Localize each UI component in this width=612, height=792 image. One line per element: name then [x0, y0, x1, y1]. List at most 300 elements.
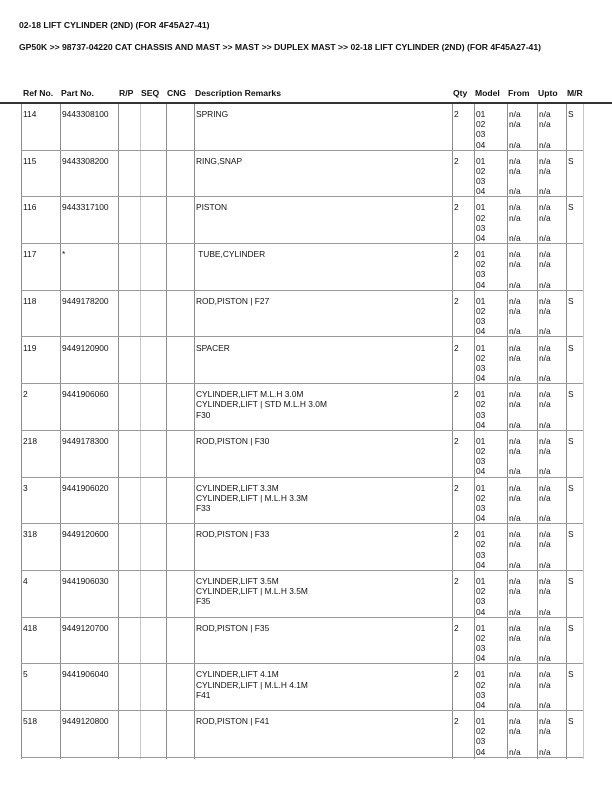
model-value: 03 — [476, 502, 486, 513]
part-no-cell: 9449178300 — [62, 435, 109, 446]
upto-value: n/a — [539, 259, 551, 270]
from-value: n/a — [509, 513, 521, 524]
description-cell — [196, 389, 327, 420]
upto-cell — [539, 436, 551, 477]
from-value — [509, 410, 521, 420]
part-no-cell: 9441906030 — [62, 576, 109, 586]
upto-value — [539, 690, 551, 700]
table-row[interactable] — [0, 104, 612, 151]
model-value: 02 — [476, 726, 486, 737]
description-line: CYLINDER,LIFT M.L.H 3.0M — [196, 389, 304, 400]
part-no-cell: 9443308200 — [62, 155, 109, 166]
model-value: 04 — [476, 699, 486, 710]
description-line: TUBE,CYLINDER — [196, 249, 266, 260]
from-cell — [509, 109, 521, 150]
from-value: n/a — [509, 446, 521, 457]
part-no-cell: 9449120800 — [62, 716, 109, 727]
upto-value: n/a — [539, 165, 551, 176]
table-row[interactable] — [0, 197, 612, 244]
from-value: n/a — [509, 632, 521, 643]
model-cell — [476, 483, 485, 524]
upto-cell — [539, 623, 551, 664]
model-value: 03 — [476, 222, 486, 233]
description-line: F41 — [196, 689, 211, 700]
description-cell — [196, 483, 308, 514]
upto-cell — [539, 716, 551, 757]
from-cell — [509, 483, 521, 524]
model-value: 03 — [476, 409, 486, 420]
table-row[interactable] — [0, 524, 612, 571]
from-value — [509, 736, 521, 746]
from-value: n/a — [509, 139, 521, 150]
from-value: n/a — [509, 165, 521, 176]
model-value: 02 — [476, 399, 486, 410]
upto-value: n/a — [539, 326, 551, 337]
description-line: SPRING — [196, 109, 229, 119]
model-value: 02 — [476, 352, 486, 363]
qty-cell: 2 — [454, 342, 459, 353]
table-row[interactable] — [0, 384, 612, 431]
mr-cell: S — [568, 295, 574, 306]
qty-cell: 2 — [454, 389, 459, 400]
column-header-rp: R/P — [119, 88, 134, 98]
model-value: 03 — [476, 129, 486, 140]
from-cell — [509, 436, 521, 477]
ref-no-cell: 119 — [23, 342, 37, 353]
from-value: n/a — [509, 155, 521, 166]
upto-value: n/a — [539, 653, 551, 664]
upto-value — [539, 316, 551, 326]
description-line: F35 — [196, 596, 211, 607]
ref-no-cell: 418 — [23, 622, 37, 633]
from-value: n/a — [509, 622, 521, 633]
from-value: n/a — [509, 119, 521, 130]
description-cell — [196, 249, 265, 259]
ref-no-cell: 4 — [23, 576, 28, 586]
part-no-cell: 9441906040 — [62, 669, 109, 680]
qty-cell: 2 — [454, 482, 459, 493]
model-value: 04 — [476, 326, 486, 337]
model-value: 03 — [476, 596, 486, 607]
upto-value: n/a — [539, 119, 551, 130]
upto-cell — [539, 389, 551, 430]
model-cell — [476, 716, 485, 757]
from-value — [509, 316, 521, 326]
upto-value: n/a — [539, 186, 551, 197]
upto-value — [539, 456, 551, 466]
table-row[interactable] — [0, 291, 612, 338]
part-no-cell: 9441906060 — [62, 389, 109, 400]
from-value: n/a — [509, 482, 521, 493]
description-cell — [196, 529, 269, 539]
upto-value — [539, 550, 551, 560]
ref-no-cell: 518 — [23, 716, 37, 727]
column-header-qty: Qty — [453, 88, 468, 98]
upto-value — [539, 410, 551, 420]
model-value: 04 — [476, 373, 486, 384]
model-value: 04 — [476, 513, 486, 524]
upto-value: n/a — [539, 139, 551, 150]
table-row[interactable] — [0, 244, 612, 291]
part-no-cell: 9449120700 — [62, 622, 109, 633]
description-cell — [196, 623, 269, 633]
model-cell — [476, 249, 485, 290]
model-value: 01 — [476, 529, 486, 540]
mr-cell: S — [568, 622, 574, 633]
qty-cell: 2 — [454, 669, 459, 680]
ref-no-cell: 218 — [23, 435, 37, 446]
from-value: n/a — [509, 726, 521, 737]
model-cell — [476, 669, 485, 710]
table-row[interactable] — [0, 664, 612, 711]
upto-value: n/a — [539, 586, 551, 597]
description-cell — [196, 716, 269, 726]
model-value: 02 — [476, 679, 486, 690]
from-value: n/a — [509, 576, 521, 586]
upto-value: n/a — [539, 466, 551, 477]
description-cell — [196, 343, 230, 353]
upto-cell — [539, 249, 551, 290]
table-row[interactable] — [0, 618, 612, 665]
upto-cell — [539, 576, 551, 617]
model-value: 01 — [476, 342, 486, 353]
from-value: n/a — [509, 669, 521, 680]
upto-value: n/a — [539, 699, 551, 710]
upto-value — [539, 736, 551, 746]
from-value: n/a — [509, 389, 521, 400]
from-cell — [509, 623, 521, 664]
model-value: 03 — [476, 362, 486, 373]
model-value: 01 — [476, 669, 486, 680]
model-value: 04 — [476, 139, 486, 150]
from-value: n/a — [509, 529, 521, 540]
upto-value — [539, 176, 551, 186]
part-no-cell: * — [62, 249, 66, 260]
part-no-cell: 9443308100 — [62, 109, 109, 119]
description-line: F33 — [196, 502, 211, 513]
mr-cell: S — [568, 342, 574, 353]
ref-no-cell: 115 — [23, 155, 37, 166]
from-value: n/a — [509, 109, 521, 119]
from-value — [509, 643, 521, 653]
from-value: n/a — [509, 352, 521, 363]
description-line: ROD,PISTON | F33 — [196, 529, 270, 540]
model-cell — [476, 436, 485, 477]
from-value — [509, 456, 521, 466]
from-value — [509, 129, 521, 139]
from-cell — [509, 669, 521, 710]
model-value: 02 — [476, 586, 486, 597]
ref-no-cell: 114 — [23, 109, 37, 119]
model-value: 02 — [476, 446, 486, 457]
model-value: 01 — [476, 716, 486, 727]
from-value: n/a — [509, 373, 521, 384]
mr-cell: S — [568, 669, 574, 680]
model-value: 01 — [476, 155, 486, 166]
upto-value — [539, 596, 551, 606]
from-value: n/a — [509, 653, 521, 664]
model-value: 01 — [476, 622, 486, 633]
upto-value — [539, 223, 551, 233]
upto-value: n/a — [539, 513, 551, 524]
model-cell — [476, 296, 485, 337]
ref-no-cell: 118 — [23, 295, 37, 306]
description-line: ROD,PISTON | F30 — [196, 435, 270, 446]
from-value — [509, 269, 521, 279]
from-value — [509, 223, 521, 233]
part-no-cell: 9449120900 — [62, 342, 109, 353]
upto-value: n/a — [539, 576, 551, 586]
description-cell — [196, 202, 227, 212]
model-cell — [476, 343, 485, 384]
from-value: n/a — [509, 679, 521, 690]
description-cell — [196, 576, 308, 607]
model-value: 01 — [476, 435, 486, 446]
ref-no-cell: 2 — [23, 389, 28, 400]
column-header-desc: Description Remarks — [195, 88, 281, 98]
qty-cell: 2 — [454, 249, 459, 260]
from-value: n/a — [509, 419, 521, 430]
upto-cell — [539, 483, 551, 524]
model-value: 03 — [476, 689, 486, 700]
upto-value — [539, 503, 551, 513]
table-row[interactable] — [0, 338, 612, 385]
from-value: n/a — [509, 539, 521, 550]
model-value: 02 — [476, 119, 486, 130]
from-value — [509, 596, 521, 606]
upto-value: n/a — [539, 679, 551, 690]
upto-value: n/a — [539, 539, 551, 550]
upto-value: n/a — [539, 435, 551, 446]
model-value: 04 — [476, 746, 486, 757]
from-value: n/a — [509, 492, 521, 503]
upto-value: n/a — [539, 726, 551, 737]
model-value: 02 — [476, 492, 486, 503]
model-value: 03 — [476, 549, 486, 560]
upto-value — [539, 363, 551, 373]
ref-no-cell: 117 — [23, 249, 37, 260]
from-value: n/a — [509, 559, 521, 570]
mr-cell: S — [568, 202, 574, 213]
from-value: n/a — [509, 279, 521, 290]
model-cell — [476, 389, 485, 430]
upto-cell — [539, 669, 551, 710]
table-row[interactable] — [0, 151, 612, 198]
upto-value: n/a — [539, 295, 551, 306]
upto-value: n/a — [539, 716, 551, 727]
part-no-cell: 9449120600 — [62, 529, 109, 540]
page-title: 02-18 LIFT CYLINDER (2ND) (FOR 4F45A27-41) — [19, 20, 210, 30]
upto-value: n/a — [539, 606, 551, 617]
model-cell — [476, 529, 485, 570]
upto-value: n/a — [539, 373, 551, 384]
column-header-cng: CNG — [167, 88, 187, 98]
table-row[interactable] — [0, 431, 612, 478]
model-value: 04 — [476, 559, 486, 570]
qty-cell: 2 — [454, 202, 459, 213]
from-cell — [509, 576, 521, 617]
ref-no-cell: 3 — [23, 482, 28, 493]
model-cell — [476, 109, 485, 150]
table-row[interactable] — [0, 711, 612, 758]
upto-value: n/a — [539, 529, 551, 540]
description-cell — [196, 156, 242, 166]
ref-no-cell: 5 — [23, 669, 28, 680]
upto-value: n/a — [539, 482, 551, 493]
from-value: n/a — [509, 606, 521, 617]
model-value: 02 — [476, 539, 486, 550]
model-cell — [476, 623, 485, 664]
breadcrumb: GP50K >> 98737-04220 CAT CHASSIS AND MAST >> MAST >> DUPLEX MAST >> 02-18 LIFT CYLINDER (2ND) (FOR 4F45A27-41) — [19, 42, 541, 52]
table-row[interactable] — [0, 571, 612, 618]
model-value: 03 — [476, 456, 486, 467]
upto-value: n/a — [539, 202, 551, 213]
from-value: n/a — [509, 716, 521, 727]
from-value: n/a — [509, 232, 521, 243]
column-header-ref: Ref No. — [23, 88, 54, 98]
upto-value — [539, 269, 551, 279]
description-line: PISTON — [196, 202, 228, 213]
model-value: 01 — [476, 249, 486, 260]
from-cell — [509, 249, 521, 290]
model-value: 04 — [476, 186, 486, 197]
model-value: 01 — [476, 482, 486, 493]
mr-cell: S — [568, 529, 574, 540]
upto-cell — [539, 296, 551, 337]
mr-cell: S — [568, 155, 574, 166]
column-header-mr: M/R — [567, 88, 583, 98]
from-value: n/a — [509, 249, 521, 260]
mr-cell: S — [568, 435, 574, 446]
from-value: n/a — [509, 212, 521, 223]
mr-cell: S — [568, 109, 574, 119]
from-cell — [509, 343, 521, 384]
part-no-cell: 9443317100 — [62, 202, 109, 213]
mr-cell: S — [568, 576, 574, 586]
qty-cell: 2 — [454, 435, 459, 446]
qty-cell: 2 — [454, 716, 459, 727]
part-no-cell: 9449178200 — [62, 295, 109, 306]
from-cell — [509, 389, 521, 430]
from-value: n/a — [509, 326, 521, 337]
part-no-cell: 9441906020 — [62, 482, 109, 493]
mr-cell: S — [568, 716, 574, 727]
upto-value: n/a — [539, 559, 551, 570]
upto-cell — [539, 202, 551, 243]
from-value: n/a — [509, 746, 521, 757]
description-line: CYLINDER,LIFT | M.L.H 3.5M — [196, 586, 308, 597]
description-line: ROD,PISTON | F41 — [196, 716, 270, 727]
upto-value: n/a — [539, 279, 551, 290]
upto-value: n/a — [539, 622, 551, 633]
qty-cell: 2 — [454, 529, 459, 540]
from-cell — [509, 202, 521, 243]
model-value: 04 — [476, 466, 486, 477]
model-cell — [476, 156, 485, 197]
from-value: n/a — [509, 466, 521, 477]
upto-cell — [539, 343, 551, 384]
upto-value: n/a — [539, 399, 551, 410]
upto-value: n/a — [539, 342, 551, 353]
description-line: CYLINDER,LIFT 3.3M — [196, 482, 279, 493]
model-cell — [476, 576, 485, 617]
upto-value: n/a — [539, 352, 551, 363]
upto-value: n/a — [539, 305, 551, 316]
description-cell — [196, 109, 228, 119]
model-value: 02 — [476, 165, 486, 176]
from-cell — [509, 529, 521, 570]
ref-no-cell: 318 — [23, 529, 37, 540]
from-value: n/a — [509, 699, 521, 710]
upto-value: n/a — [539, 232, 551, 243]
upto-value: n/a — [539, 632, 551, 643]
description-line: ROD,PISTON | F27 — [196, 295, 270, 306]
description-line: CYLINDER,LIFT | M.L.H 4.1M — [196, 679, 308, 690]
from-value — [509, 176, 521, 186]
model-value: 04 — [476, 232, 486, 243]
from-value: n/a — [509, 295, 521, 306]
column-header-part: Part No. — [61, 88, 94, 98]
column-header-model: Model — [475, 88, 500, 98]
description-cell — [196, 436, 269, 446]
upto-value: n/a — [539, 249, 551, 260]
model-value: 02 — [476, 632, 486, 643]
upto-value: n/a — [539, 389, 551, 400]
qty-cell: 2 — [454, 155, 459, 166]
upto-cell — [539, 109, 551, 150]
model-value: 01 — [476, 202, 486, 213]
column-header-seq: SEQ — [141, 88, 160, 98]
from-value — [509, 503, 521, 513]
model-value: 03 — [476, 176, 486, 187]
from-value: n/a — [509, 259, 521, 270]
model-value: 03 — [476, 316, 486, 327]
upto-value: n/a — [539, 109, 551, 119]
model-value: 01 — [476, 295, 486, 306]
table-row[interactable] — [0, 478, 612, 525]
description-line: CYLINDER,LIFT 4.1M — [196, 669, 279, 680]
from-value — [509, 550, 521, 560]
model-value: 03 — [476, 643, 486, 654]
description-cell — [196, 669, 308, 700]
from-cell — [509, 296, 521, 337]
from-value — [509, 363, 521, 373]
model-value: 01 — [476, 109, 486, 119]
model-value: 01 — [476, 576, 486, 586]
from-value: n/a — [509, 342, 521, 353]
model-value: 04 — [476, 653, 486, 664]
mr-cell: S — [568, 389, 574, 400]
model-value: 04 — [476, 279, 486, 290]
upto-value: n/a — [539, 492, 551, 503]
from-value: n/a — [509, 586, 521, 597]
description-line: F30 — [196, 409, 211, 420]
upto-value — [539, 643, 551, 653]
description-line: CYLINDER,LIFT | M.L.H 3.3M — [196, 492, 308, 503]
ref-no-cell: 116 — [23, 202, 37, 213]
model-value: 02 — [476, 212, 486, 223]
model-value: 03 — [476, 269, 486, 280]
upto-value: n/a — [539, 446, 551, 457]
from-value: n/a — [509, 186, 521, 197]
upto-cell — [539, 529, 551, 570]
upto-value: n/a — [539, 419, 551, 430]
column-header-upto: Upto — [538, 88, 558, 98]
column-header-from: From — [508, 88, 530, 98]
upto-value: n/a — [539, 669, 551, 680]
upto-cell — [539, 156, 551, 197]
description-line: SPACER — [196, 342, 230, 353]
